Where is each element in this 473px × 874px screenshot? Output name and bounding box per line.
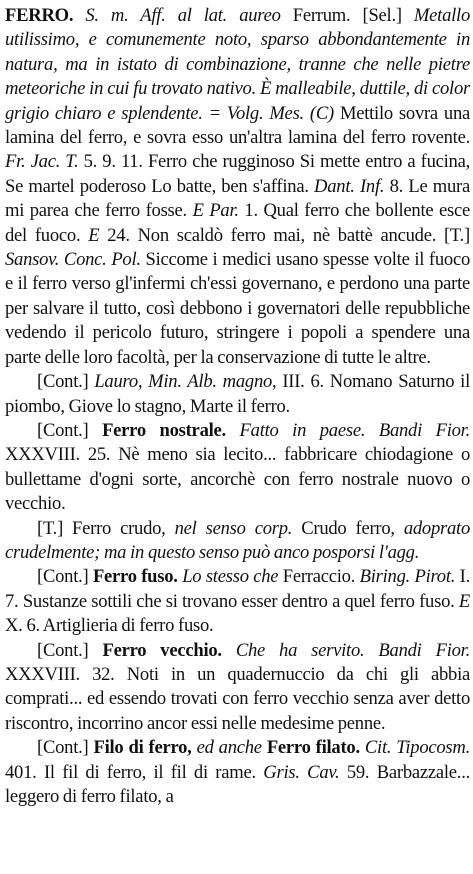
sense-definition: nel senso corp. xyxy=(174,517,293,539)
citation-source: Lauro, Min. Alb. magno, xyxy=(94,371,277,393)
citation-text: XXXVIII. 32. Noti in un quadernuccio da chi gli abbia comprati... ed essendo trovati con ferro vecchio senza aver detto riscontro, incorrino ancor essi nelle medesime penne. xyxy=(5,663,470,734)
citation-source: Biring. Pirot. xyxy=(359,566,456,588)
sense-headword: Ferro filato. xyxy=(261,737,360,759)
citation-text: III. 6. Nomano Saturno il piombo, Giove lo stagno, Marte il ferro. xyxy=(5,371,471,417)
citation-text: Ferraccio. xyxy=(278,566,360,588)
citation-text: 59. Barbazzale... leggero di ferro filato, a xyxy=(5,761,471,807)
entry-definition-paragraph xyxy=(5,4,470,370)
sense-definition: Che ha servito. Bandi Fior. xyxy=(221,639,471,661)
sense-tag: [Cont.] xyxy=(37,737,94,759)
citation-source: E xyxy=(88,224,100,246)
sense-headword: Ferro vecchio. xyxy=(102,639,222,661)
definition-text: Metallo utilissimo, e comunemente noto, sparso abbondantemente in natura, ma in istato di combinazione, tranne che nelle pietre meteoriche in cui fu trovato nativo. È malleabile, duttile, di color grigio chiaro e splendente. xyxy=(5,5,471,124)
sense-definition: Lo stesso che xyxy=(177,566,279,588)
citation-text: XXXVIII. 25. Nè meno sia lecito... fabbricare chiodagione o bullettame d'ogni sorte, ancorchè con ferro nostrale nuovo o vecchio. xyxy=(5,444,470,515)
sense-definition: ed anche xyxy=(191,737,262,759)
citation-text: 8. Le mura mi parea che ferro fosse. xyxy=(5,175,470,222)
latin-equivalent: Ferrum. [Sel.] xyxy=(280,5,414,26)
sense-paragraph xyxy=(5,517,470,566)
headword: FERRO. xyxy=(5,5,74,26)
citation-text: 5. 9. 11. Ferro che rugginoso Si mette entro a fucina, Se martel poderoso Lo batte, ben s'affina. xyxy=(5,151,470,197)
citation-text: I. 7. Sustanze sottili che si trovano esser dentro a quel ferro fuso. xyxy=(5,566,471,612)
citation-text: X. 6. Artiglieria di ferro fuso. xyxy=(5,615,214,637)
sense-definition: Fatto in paese. Bandi Fior. xyxy=(225,419,471,441)
citation-text: Crudo ferro, xyxy=(292,517,404,539)
citation-text: Siccome i medici usano spesse volte il fuoco e il ferro verso gl'infermi ch'essi governano, e perdono una parte per salvare il tutto, così debbono i governatori delle repubbliche vedendo il pericolo futuro, stringere i popoli a spendere una parte delle loro facoltà, per la conservazione di tutte le altre. xyxy=(5,249,470,368)
sense-headword: Ferro fuso. xyxy=(92,566,178,588)
citation-source: E Par. xyxy=(192,200,239,222)
sense-tag: [T.] Ferro crudo, xyxy=(37,517,175,539)
citation-source: Fr. Jac. T. xyxy=(5,151,79,173)
sense-tag: [Cont.] xyxy=(37,371,95,393)
citation-text: Mettilo sovra una lamina del ferro, e sovra esso un'altra lamina del ferro rovente. xyxy=(5,102,471,149)
sense-paragraph xyxy=(5,639,470,737)
sense-tag: [Cont.] xyxy=(37,566,93,588)
citation-text: 401. Il fil di ferro, il fil di rame. xyxy=(5,761,264,783)
citation-source: Sansov. Conc. Pol. xyxy=(5,249,141,271)
sense-paragraph xyxy=(5,736,470,809)
sense-tag: [Cont.] xyxy=(37,419,103,441)
sense-paragraph xyxy=(5,370,470,419)
citation-text: 24. Non scaldò ferro mai, nè battè ancude. [T.] xyxy=(99,224,471,246)
citation-source: Gris. Cav. xyxy=(263,761,340,783)
sense-paragraph xyxy=(5,565,470,638)
sense-headword: Ferro nostrale. xyxy=(102,419,226,441)
citation-text: 1. Qual ferro che bollente esce del fuoco. xyxy=(5,200,470,246)
citation-source: Cit. Tipocosm. xyxy=(359,737,470,759)
citation-source: = Volg. Mes. (C) xyxy=(202,102,334,124)
sense-headword: Filo di ferro, xyxy=(93,737,192,759)
grammar-note: S. m. Aff. al lat. aureo xyxy=(73,5,281,26)
sense-definition: adoprato crudelmente; ma in questo senso può anco posporsi l'agg. xyxy=(5,517,470,563)
citation-source: E xyxy=(458,590,470,612)
sense-tag: [Cont.] xyxy=(37,639,103,661)
sense-paragraph xyxy=(5,419,470,517)
citation-source: Dant. Inf. xyxy=(314,175,385,197)
